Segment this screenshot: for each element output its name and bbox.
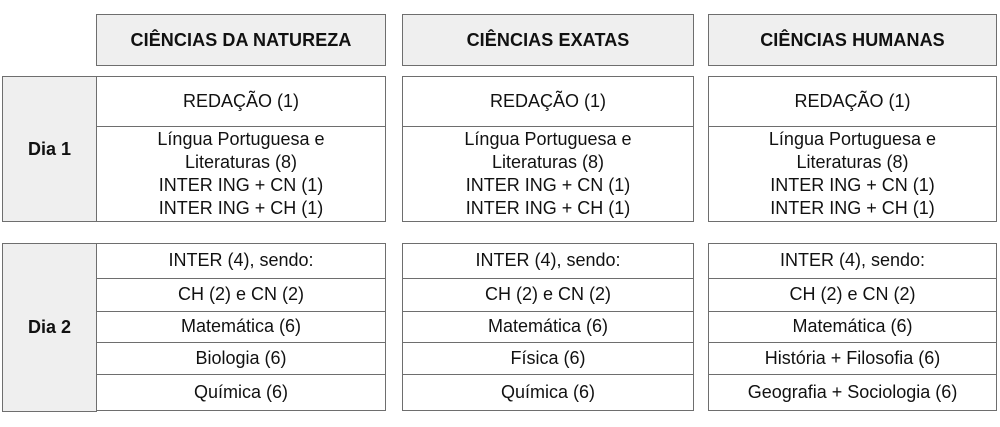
subject-cell [403,311,693,342]
subject-text: CH (2) e CN (2) [789,284,916,305]
subject-cell [709,244,996,278]
subject-cell [709,126,996,221]
subject-cell [403,77,693,126]
subject-cell [403,278,693,312]
subject-text: Língua Portuguesa e [768,129,937,150]
subject-cell [403,126,693,221]
day-2-exatas-column [402,243,694,411]
subject-text: CH (2) e CN (2) [177,284,304,305]
subject-text: REDAÇÃO (1) [182,91,299,112]
header-ciencias-humanas [708,14,997,66]
day-2-label [2,243,97,412]
subject-text: INTER ING + CN (1) [465,175,631,196]
subject-cell [709,374,996,410]
day-label: Dia 1 [27,138,72,159]
subject-text: INTER ING + CH (1) [465,198,631,219]
subject-text: INTER (4), sendo: [779,250,926,271]
subject-text: Física (6) [510,348,586,369]
header-label: CIÊNCIAS DA NATUREZA [130,29,352,50]
subject-text: Química (6) [500,382,596,403]
header-ciencias-exatas [402,14,694,66]
subject-cell [97,244,385,278]
day-1-label [2,76,97,222]
subject-cell [709,311,996,342]
header-label: CIÊNCIAS EXATAS [466,29,630,50]
subject-text: INTER ING + CN (1) [158,175,324,196]
subject-cell [403,244,693,278]
subject-cell [403,342,693,375]
header-ciencias-natureza [96,14,386,66]
day-1-natureza-column [96,76,386,222]
subject-cell [97,278,385,312]
subject-text: Língua Portuguesa e [157,129,325,150]
subject-text: INTER ING + CH (1) [158,198,324,219]
subject-cell [709,278,996,312]
day-2-humanas-column [708,243,997,411]
subject-text: Matemática (6) [180,316,302,337]
subject-cell [403,374,693,410]
subject-text: INTER ING + CH (1) [770,198,935,219]
subject-cell [709,77,996,126]
header-label: CIÊNCIAS HUMANAS [760,29,945,50]
subject-text: REDAÇÃO (1) [794,91,911,112]
subject-text: INTER ING + CN (1) [770,175,935,196]
day-1-exatas-column [402,76,694,222]
subject-text: Literaturas (8) [491,152,605,173]
day-label: Dia 2 [27,317,72,337]
subject-text: Língua Portuguesa e [464,129,632,150]
subject-cell [97,126,385,221]
subject-text: Literaturas (8) [184,152,298,173]
subject-cell [97,374,385,410]
subject-text: Geografia + Sociologia (6) [747,382,958,403]
subject-cell [97,342,385,375]
subject-cell [97,77,385,126]
subject-text: Biologia (6) [195,348,287,369]
subject-text: Literaturas (8) [796,152,909,173]
day-2-natureza-column [96,243,386,411]
subject-text: INTER (4), sendo: [475,250,621,271]
subject-text: Química (6) [193,382,289,403]
subject-text: Matemática (6) [487,316,609,337]
subject-text: INTER (4), sendo: [168,250,314,271]
subject-text: Matemática (6) [792,316,913,337]
day-1-humanas-column [708,76,997,222]
subject-cell [97,311,385,342]
subject-text: CH (2) e CN (2) [484,284,611,305]
subject-text: REDAÇÃO (1) [489,91,606,112]
subject-text: História + Filosofia (6) [764,348,941,369]
subject-cell [709,342,996,375]
